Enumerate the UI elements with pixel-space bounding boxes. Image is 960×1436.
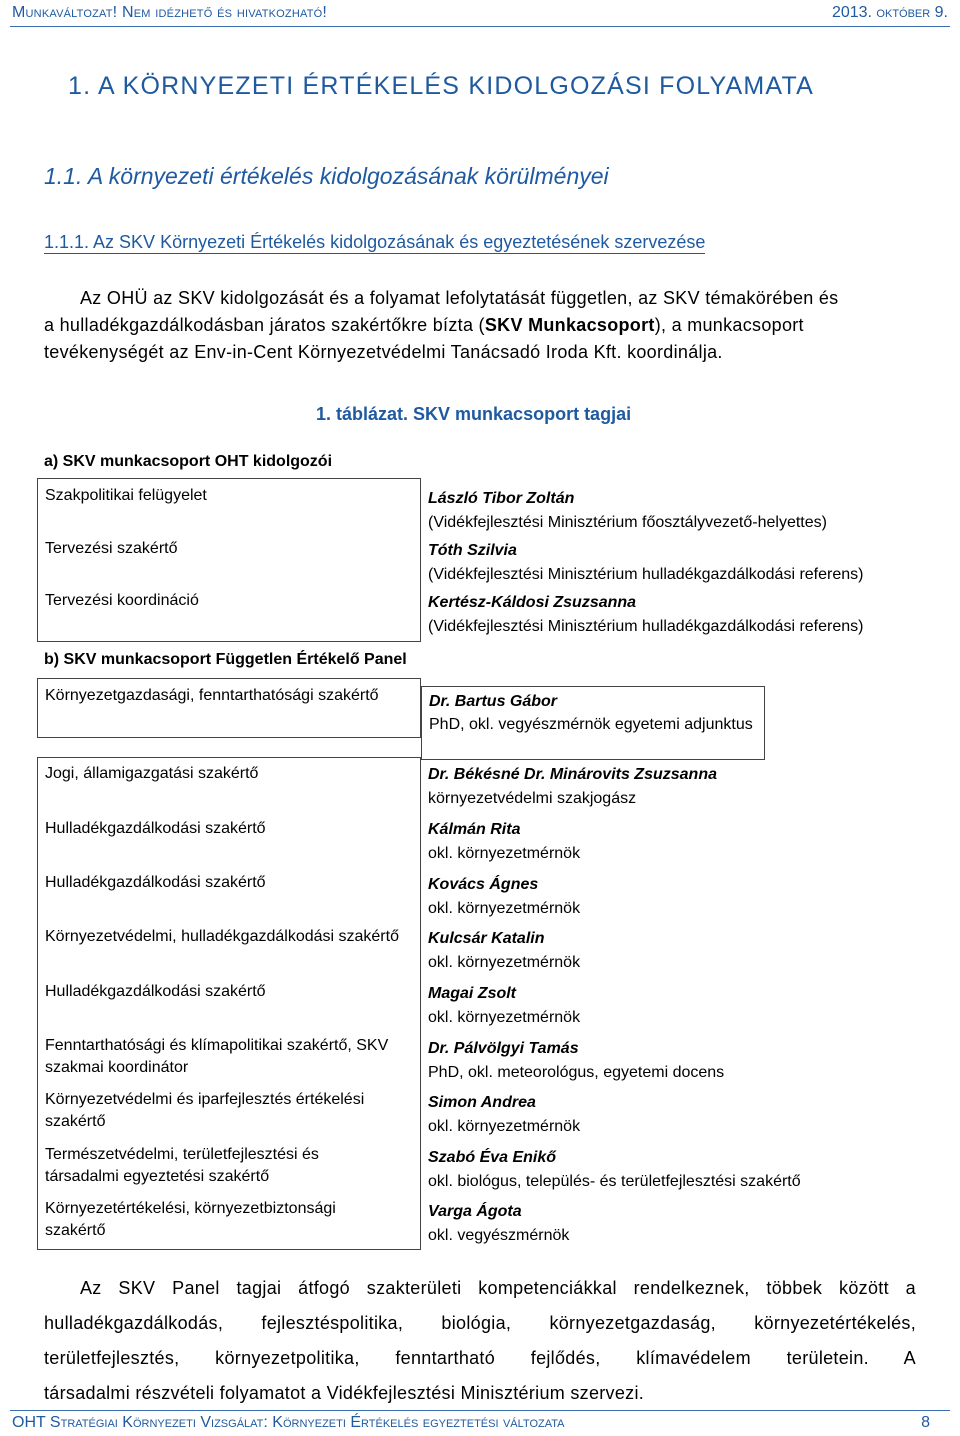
member-detail: PhD, okl. vegyészmérnök egyetemi adjunktus [429, 716, 753, 733]
member-detail: okl. környezetmérnök [428, 954, 581, 971]
role-label: Természetvédelmi, területfejlesztési és társadalmi egyeztetési szakértő [45, 1146, 319, 1185]
intro-line-2-bold: SKV Munkacsoport [484, 315, 655, 335]
table-caption: 1. táblázat. SKV munkacsoport tagjai [316, 404, 632, 424]
closing-line-2: hulladékgazdálkodás, fejlesztéspolitika, biológia, környezetgazdaság, környezetértékelés, [44, 1313, 916, 1333]
intro-line-2 [44, 312, 920, 339]
role-label: Hulladékgazdálkodási szakértő [45, 874, 266, 891]
intro-line-1: Az OHÜ az SKV kidolgozását és a folyamat lefolytatását független, az SKV témakörében és [80, 288, 839, 308]
running-header-date: 2013. október 9. [831, 4, 948, 21]
role-label: Fenntarthatósági és klímapolitikai szakértő, SKV szakmai koordinátor [45, 1037, 389, 1076]
member-name: Kulcsár Katalin [428, 930, 545, 947]
member-detail: okl. biológus, település- és területfejlesztési szakértő [428, 1173, 801, 1190]
role-label: Hulladékgazdálkodási szakértő [45, 820, 266, 837]
member-name: Simon Andrea [428, 1094, 536, 1111]
member-name: Magai Zsolt [428, 985, 517, 1002]
section-a-title: a) SKV munkacsoport OHT kidolgozói [44, 453, 333, 470]
header-rule [10, 26, 950, 27]
section-b-first-member-box [421, 686, 765, 760]
section-b-first-role-box [37, 678, 421, 738]
role-label: Környezetvédelmi, hulladékgazdálkodási szakértő [45, 928, 399, 945]
closing-line-3: területfejlesztés, környezetpolitika, fenntartható fejlődés, klímavédelem területein. A [44, 1348, 916, 1368]
role-label: Szakpolitikai felügyelet [45, 487, 207, 504]
role-label: Környezetgazdasági, fenntarthatósági szakértő [45, 687, 379, 704]
member-name: László Tibor Zoltán [428, 490, 575, 507]
member-detail: PhD, okl. meteorológus, egyetemi docens [428, 1064, 725, 1081]
section-heading: 1.1. A környezeti értékelés kidolgozásának körülményei [44, 163, 609, 189]
member-detail: okl. vegyészmérnök [428, 1227, 570, 1244]
intro-line-2-a: a hulladékgazdálkodásban járatos szakértőkre bízta ( [44, 315, 485, 335]
section-b-member-box [421, 757, 921, 1248]
section-a-role-box [37, 478, 421, 642]
page-number: 8 [921, 1414, 930, 1431]
member-detail: (Vidékfejlesztési Minisztérium hulladékgazdálkodási referens) [428, 566, 864, 583]
section-b-role-box [37, 757, 421, 1250]
running-header-left: Munkaváltozat! Nem idézhető és hivatkozható! [12, 4, 328, 21]
member-detail: környezetvédelmi szakjogász [428, 790, 637, 807]
member-name: Kertész-Káldosi Zsuzsanna [428, 594, 637, 611]
member-detail: okl. környezetmérnök [428, 1009, 581, 1026]
chapter-heading: 1. A KÖRNYEZETI ÉRTÉKELÉS KIDOLGOZÁSI FOLYAMATA [68, 72, 814, 100]
footer-rule [10, 1410, 950, 1411]
member-name: Dr. Békésné Dr. Minárovits Zsuzsanna [428, 766, 717, 783]
member-name: Varga Ágota [428, 1203, 522, 1220]
role-label: Hulladékgazdálkodási szakértő [45, 983, 266, 1000]
role-label: Tervezési szakértő [45, 540, 178, 557]
member-name: Dr. Pálvölgyi Tamás [428, 1040, 579, 1057]
member-name: Kovács Ágnes [428, 876, 539, 893]
member-name: Tóth Szilvia [428, 542, 517, 559]
closing-line-4: társadalmi részvételi folyamatot a Vidékfejlesztési Minisztérium szervezi. [44, 1383, 645, 1403]
member-name: Kálmán Rita [428, 821, 521, 838]
member-detail: (Vidékfejlesztési Minisztérium hulladékgazdálkodási referens) [428, 618, 864, 635]
intro-line-3: tevékenységét az Env-in-Cent Környezetvédelmi Tanácsadó Iroda Kft. koordinálja. [44, 342, 723, 362]
member-detail: okl. környezetmérnök [428, 900, 581, 917]
role-label: Tervezési koordináció [45, 592, 199, 609]
member-name: Szabó Éva Enikő [428, 1149, 557, 1166]
closing-line-1: Az SKV Panel tagjai átfogó szakterületi kompetenciákkal rendelkeznek, többek között a [80, 1278, 916, 1298]
role-label: Környezetvédelmi és iparfejlesztés értékelési szakértő [45, 1091, 365, 1130]
closing-paragraph [44, 1271, 916, 1411]
member-name: Dr. Bartus Gábor [429, 693, 558, 710]
role-label: Jogi, államigazgatási szakértő [45, 765, 259, 782]
running-footer-title: OHT Stratégiai Környezeti Vizsgálat: Környezeti Értékelés egyeztetési változata [12, 1414, 565, 1431]
member-detail: okl. környezetmérnök [428, 845, 581, 862]
subsection-heading: 1.1.1. Az SKV Környezeti Értékelés kidolgozásának és egyeztetésének szervezése [44, 232, 706, 252]
role-label: Környezetértékelési, környezetbiztonsági szakértő [45, 1200, 336, 1239]
member-detail: okl. környezetmérnök [428, 1118, 581, 1135]
intro-line-2-b: ), a munkacsoport [654, 315, 804, 335]
section-b-title: b) SKV munkacsoport Független Értékelő Panel [44, 651, 407, 668]
intro-paragraph [44, 285, 920, 366]
member-detail: (Vidékfejlesztési Minisztérium főosztályvezető-helyettes) [428, 514, 827, 531]
section-a-member-box [421, 478, 921, 640]
